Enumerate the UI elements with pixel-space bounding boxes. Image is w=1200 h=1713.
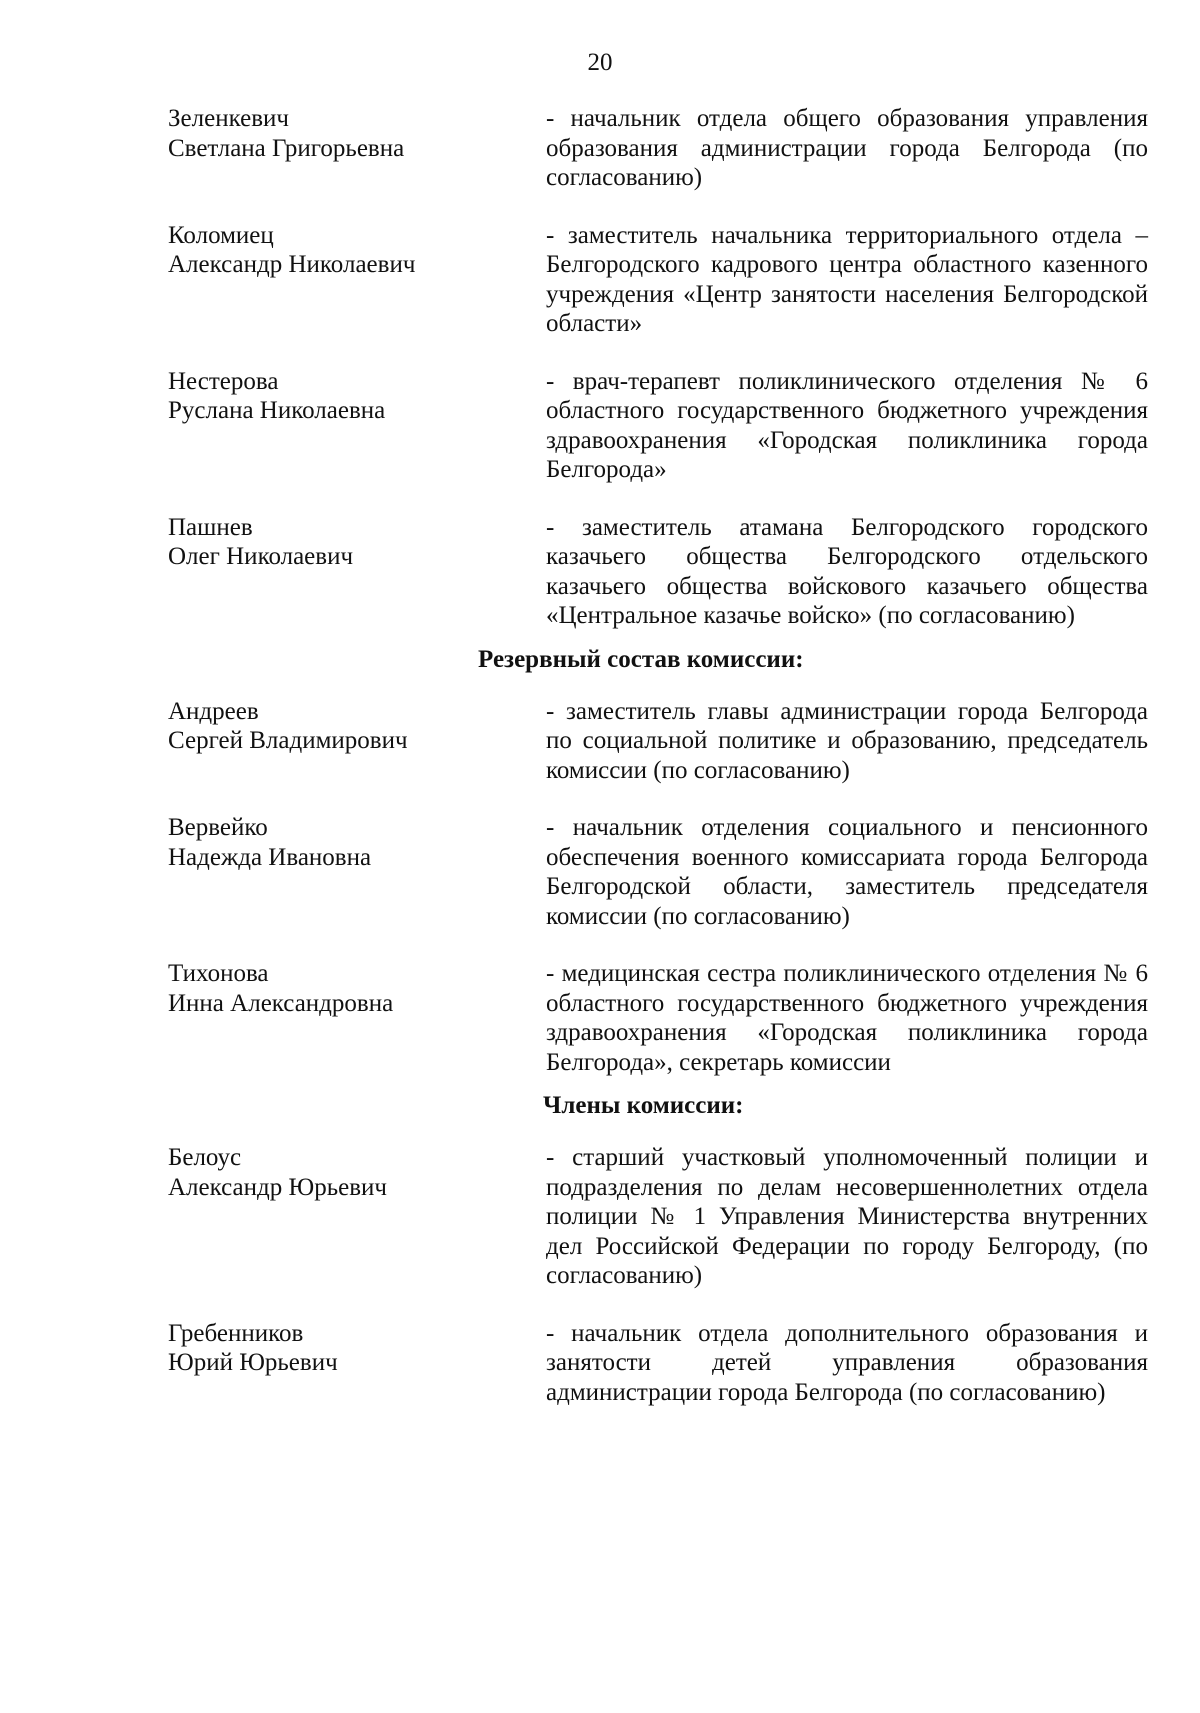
list-item [168, 104, 1148, 193]
person-name [168, 1319, 546, 1408]
person-name [168, 104, 546, 193]
person-name [168, 513, 546, 631]
list-item [168, 221, 1148, 339]
list-item [168, 367, 1148, 485]
commission-list [168, 104, 1148, 1435]
given-names: Александр Николаевич [168, 251, 416, 278]
given-names: Надежда Ивановна [168, 843, 372, 871]
person-position: - начальник отделения социального и пенсионного обеспечения военного комиссариата города Белгорода Белгородской области, заместитель председателя комиссии (по согласованию) [546, 814, 1148, 930]
list-item [168, 697, 1148, 786]
members-heading: Члены комиссии: [543, 1092, 744, 1119]
given-names: Руслана Николаевна [168, 397, 386, 424]
reserve-heading: Резервный состав комиссии: [478, 645, 804, 673]
list-item [168, 813, 1148, 931]
person-position: - начальник отдела общего образования управления образования администрации города Белгорода (по согласованию) [546, 105, 1148, 191]
list-item [168, 1319, 1148, 1408]
person-position: - заместитель начальника территориального отдела – Белгородского кадрового центра областного казенного учреждения «Центр занятости населения Белгородской области» [546, 221, 1148, 337]
list-item [168, 1143, 1148, 1291]
person-name [168, 367, 546, 485]
person-position: - врач-терапевт поликлинического отделения № 6 областного государственного бюджетного учреждения здравоохранения «Городская поликлиника города Белгорода» [546, 367, 1148, 483]
given-names: Сергей Владимирович [168, 727, 408, 754]
page-number: 20 [587, 49, 613, 76]
given-names: Юрий Юрьевич [168, 1349, 338, 1376]
surname: Вервейко [168, 814, 268, 841]
person-position: - заместитель атамана Белгородского городского казачьего общества Белгородского отдельского казачьего общества войскового казачьего общества «Центральное казачье войско» (по согласованию) [546, 513, 1148, 629]
surname: Белоус [168, 1144, 242, 1171]
surname: Пашнев [168, 513, 253, 541]
list-item [168, 513, 1148, 631]
person-name [168, 221, 546, 339]
surname: Зеленкевич [168, 105, 289, 132]
given-names: Светлана Григорьевна [168, 134, 405, 162]
person-name [168, 697, 546, 786]
person-position: - старший участковый уполномоченный полиции и подразделения по делам несовершеннолетних отдела полиции № 1 Управления Министерства внутренних дел Российской Федерации по городу Белгороду, (по согласованию) [546, 1144, 1148, 1289]
surname: Тихонова [168, 960, 269, 987]
person-name [168, 1143, 546, 1291]
surname: Андреев [168, 697, 259, 725]
surname: Гребенников [168, 1319, 304, 1347]
given-names: Инна Александровна [168, 989, 394, 1017]
person-name [168, 813, 546, 931]
surname: Нестерова [168, 367, 279, 395]
list-item [168, 959, 1148, 1077]
surname: Коломиец [168, 221, 274, 249]
given-names: Александр Юрьевич [168, 1173, 387, 1201]
person-position: - заместитель главы администрации города Белгорода по социальной политике и образованию, председатель комиссии (по согласованию) [546, 697, 1148, 784]
given-names: Олег Николаевич [168, 543, 354, 570]
person-name [168, 959, 546, 1077]
person-position: - начальник отдела дополнительного образования и занятости детей управления образования администрации города Белгорода (по согласованию) [546, 1319, 1148, 1406]
person-position: - медицинская сестра поликлинического отделения № 6 областного государственного бюджетного учреждения здравоохранения «Городская поликлиника города Белгорода», секретарь комиссии [546, 960, 1148, 1076]
